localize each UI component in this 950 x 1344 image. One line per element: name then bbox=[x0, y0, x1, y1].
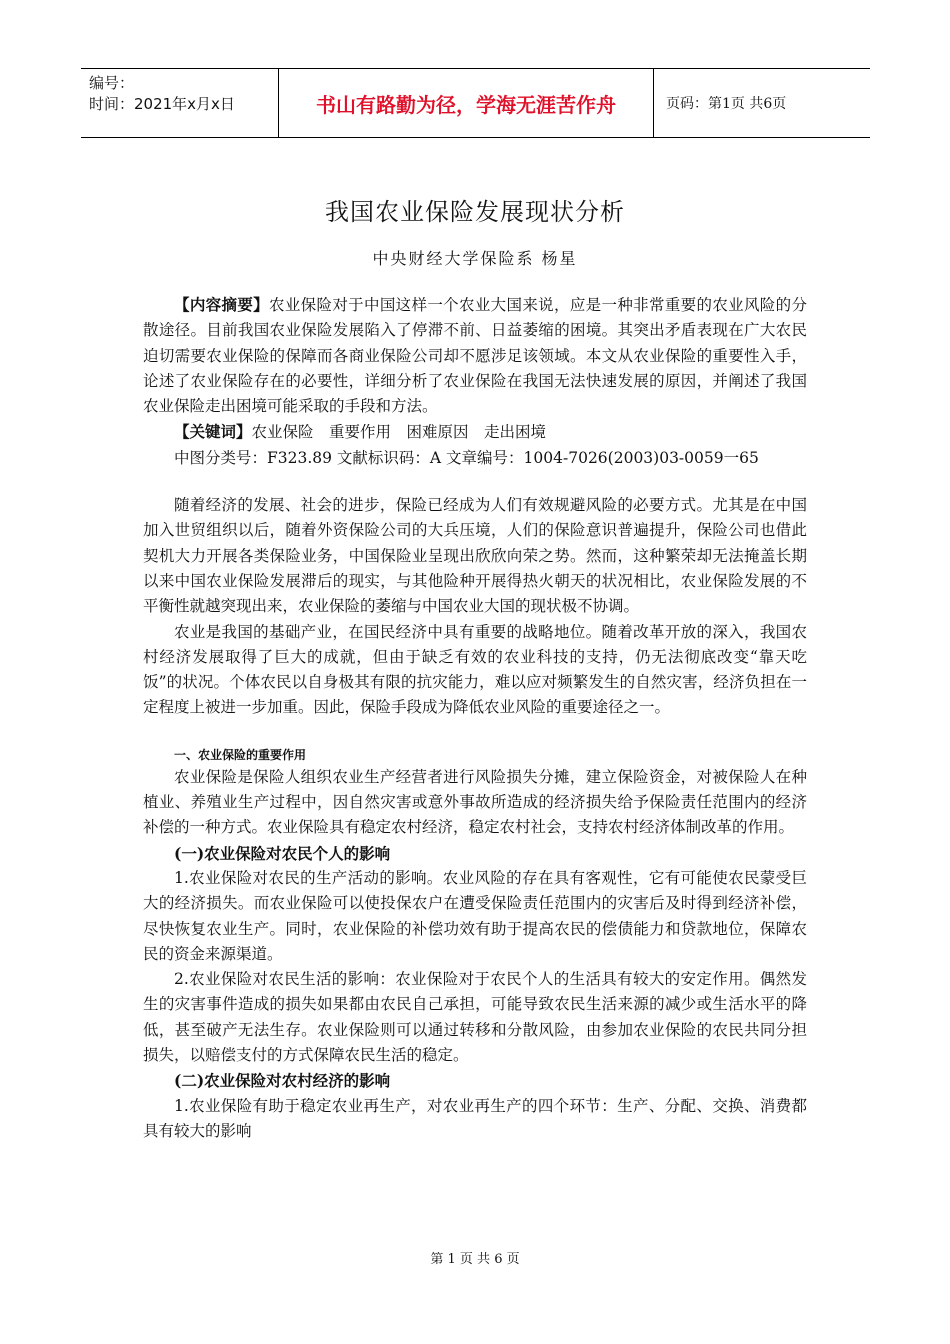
document-author: 中央财经大学保险系 杨星 bbox=[372, 249, 578, 268]
body-paragraph: 1.农业保险对农民的生产活动的影响。农业风险的存在具有客观性，它有可能使农民蒙受巨大的经济损失。而农业保险可以使投保农户在遭受保险责任范围内的灾害后及时得到经济补偿，尽快恢复农业生产。同时，农业保险的补偿功效有助于提高农民的偿债能力和贷款地位，保障农民的资金来源渠道。 bbox=[143, 868, 807, 963]
header-motto: 书山有路勤为径，学海无涯苦作舟 bbox=[279, 69, 654, 137]
keywords-tag: 【关键词】 bbox=[174, 422, 252, 442]
body-paragraph: 2.农业保险对农民生活的影响：农业保险对于农民个人的生活具有较大的安定作用。偶然发生的灾害事件造成的损失如果都由农民自己承担，可能导致农民生活来源的减少或生活水平的降低，甚至破产无法生存。农业保险则可以通过转移和分散风险，由参加农业保险的农民共同分担损失，以赔偿支付的方式保障农民生活的稳定。 bbox=[143, 970, 807, 1065]
subsection-heading: (二)农业保险对农村经济的影响 bbox=[174, 1071, 391, 1091]
abstract-tag: 【内容摘要】 bbox=[174, 295, 269, 314]
header-meta bbox=[81, 69, 279, 137]
intro-paragraph: 农业是我国的基础产业，在国民经济中具有重要的战略地位。随着改革开放的深入，我国农村经济发展取得了巨大的成就，但由于缺乏有效的农业科技的支持，仍无法彻底改变“靠天吃饭”的状况。个体农民以自身极其有限的抗灾能力，难以应对频繁发生的自然灾害，经济负担在一定程度上被进一步加重。因此，保险手段成为降低农业风险的重要途径之一。 bbox=[143, 622, 807, 717]
number-label: 编号： bbox=[89, 74, 135, 92]
document-title: 我国农业保险发展现状分析 bbox=[325, 198, 625, 226]
page-footer: 第 1 页 共 6 页 bbox=[430, 1252, 520, 1267]
document-body bbox=[143, 292, 807, 1144]
section-intro: 农业保险是保险人组织农业生产经营者进行风险损失分摊，建立保险资金，对被保险人在种植业、养殖业生产过程中，因自然灾害或意外事故所造成的经济损失给予保险责任范围内的经济补偿的一种方式。农业保险具有稳定农村经济，稳定农村社会，支持农村经济体制改革的作用。 bbox=[143, 767, 807, 837]
page-header bbox=[81, 68, 870, 138]
intro-paragraph: 随着经济的发展、社会的进步，保险已经成为人们有效规避风险的必要方式。尤其是在中国加入世贸组织以后，随着外资保险公司的大兵压境，人们的保险意识普遍提升，保险公司也借此契机大力开展各类保险业务，中国保险业呈现出欣欣向荣之势。然而，这种繁荣却无法掩盖长期以来中国农业保险发展滞后的现实，与其他险种开展得热火朝天的状况相比，农业保险发展的不平衡性就越突现出来，农业保险的萎缩与中国农业大国的现状极不协调。 bbox=[143, 496, 807, 616]
section-heading: 一、农业保险的重要作用 bbox=[174, 747, 307, 762]
abstract-paragraph bbox=[143, 292, 807, 419]
body-paragraph: 1.农业保险有助于稳定农业再生产，对农业再生产的四个环节：生产、分配、交换、消费都具有较大的影响 bbox=[143, 1096, 807, 1140]
abstract-text: 农业保险对于中国这样一个农业大国来说，应是一种非常重要的农业风险的分散途径。目前我国农业保险发展陷入了停滞不前、日益萎缩的困境。其突出矛盾表现在广大农民迫切需要农业保险的保障而各商业保险公司却不愿涉足该领域。本文从农业保险的重要性入手，论述了农业保险存在的必要性，详细分析了农业保险在我国无法快速发展的原因，并阐述了我国农业保险走出困境可能采取的手段和方法。 bbox=[143, 296, 807, 416]
keywords-paragraph bbox=[143, 419, 807, 445]
classification-line: 中图分类号：F323.89 文献标识码：A 文章编号：1004-7026(2003)03-0059一65 bbox=[174, 448, 759, 467]
subsection-heading: (一)农业保险对农民个人的影响 bbox=[174, 843, 391, 863]
time-label: 时间：2021年x月x日 bbox=[89, 95, 235, 113]
keywords-text: 农业保险 重要作用 困难原因 走出困境 bbox=[251, 423, 547, 442]
header-page-label: 页码：第1页 共6页 bbox=[666, 96, 787, 112]
